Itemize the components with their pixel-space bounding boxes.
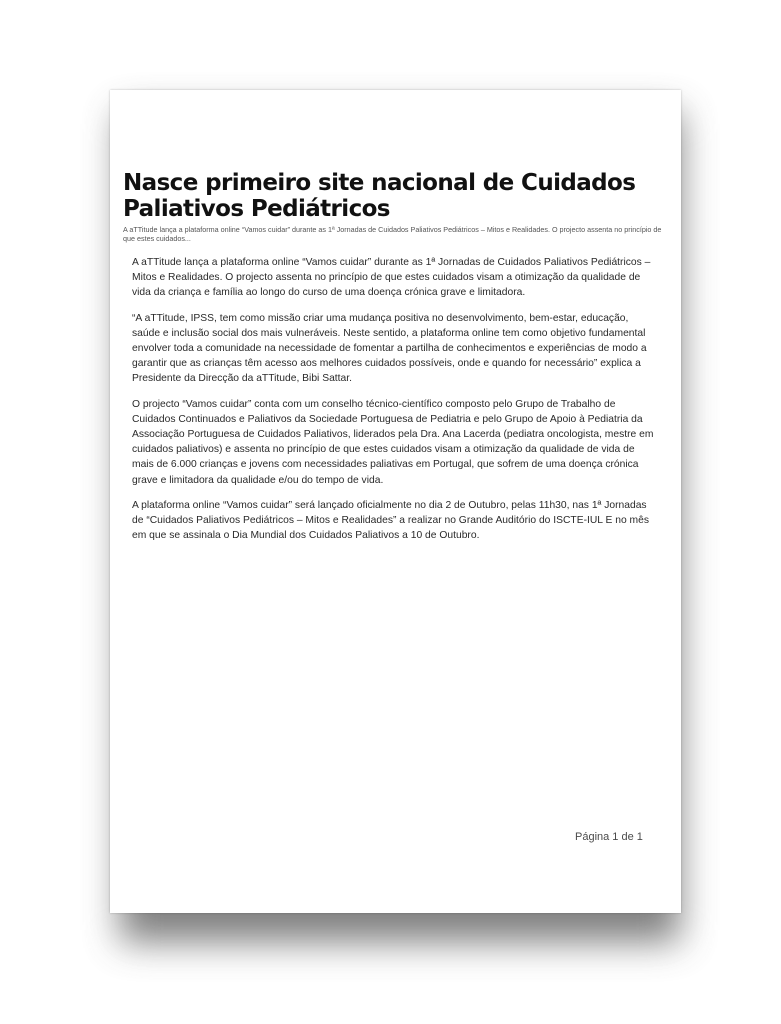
article-paragraph: A plataforma online “Vamos cuidar” será lançado oficialmente no dia 2 de Outubro, pelas 11h30, nas 1ª Jornadas de “Cuidados Paliativos Pediátricos – Mitos e Realidades” a realizar no Grande Auditório do ISCTE-IUL E no mês em que se assinala o Dia Mundial dos Cuidados Paliativos a 10 de Outubro. bbox=[132, 499, 650, 542]
document-page bbox=[110, 90, 681, 913]
article-title: Nasce primeiro site nacional de Cuidados Paliativos Pediátricos bbox=[123, 170, 636, 222]
article-paragraph: O projecto “Vamos cuidar” conta com um conselho técnico-científico composto pelo Grupo de Trabalho de Cuidados Continuados e Paliativos da Sociedade Portuguesa de Pediatria e pelo Grupo de Apoio à Pediatria da Associação Portuguesa de Cuidados Paliativos, liderados pela Dra. Ana Lacerda (pediatra oncologista, mestre em cuidados paliativos) e assenta no princípio de que estes cuidados visam a otimização da qualidade de vida de mais de 6.000 crianças e jovens com necessidades paliativas em Portugal, que sofrem de uma doença crónica grave e limitadora da qualidade e/ou do tempo de vida. bbox=[132, 398, 654, 486]
article-excerpt: A aTTitude lança a plataforma online “Vamos cuidar” durante as 1ª Jornadas de Cuidados Paliativos Pediátricos – Mitos e Realidades. O projecto assenta no princípio de que estes cuidados... bbox=[123, 225, 662, 243]
article-paragraph: A aTTitude lança a plataforma online “Vamos cuidar” durante as 1ª Jornadas de Cuidados Paliativos Pediátricos – Mitos e Realidades. O projecto assenta no princípio de que estes cuidados visam a otimização da qualidade de vida da criança e família ao longo do curso de uma doença crónica grave e limitadora. bbox=[132, 257, 651, 299]
page-number: Página 1 de 1 bbox=[575, 831, 643, 843]
article-body bbox=[132, 255, 658, 553]
article-paragraph: “A aTTitude, IPSS, tem como missão criar uma mudança positiva no desenvolvimento, bem-estar, educação, saúde e inclusão social dos mais vulneráveis. Neste sentido, a plataforma online tem como objetivo fundamental envolver toda a comunidade na necessidade de fomentar a partilha de conhecimentos e experiências de modo a garantir que as crianças têm acesso aos melhores cuidados possíveis, onde e quando for necessário” explica a Presidente da Direcção da aTTitude, Bibi Sattar. bbox=[132, 312, 647, 385]
